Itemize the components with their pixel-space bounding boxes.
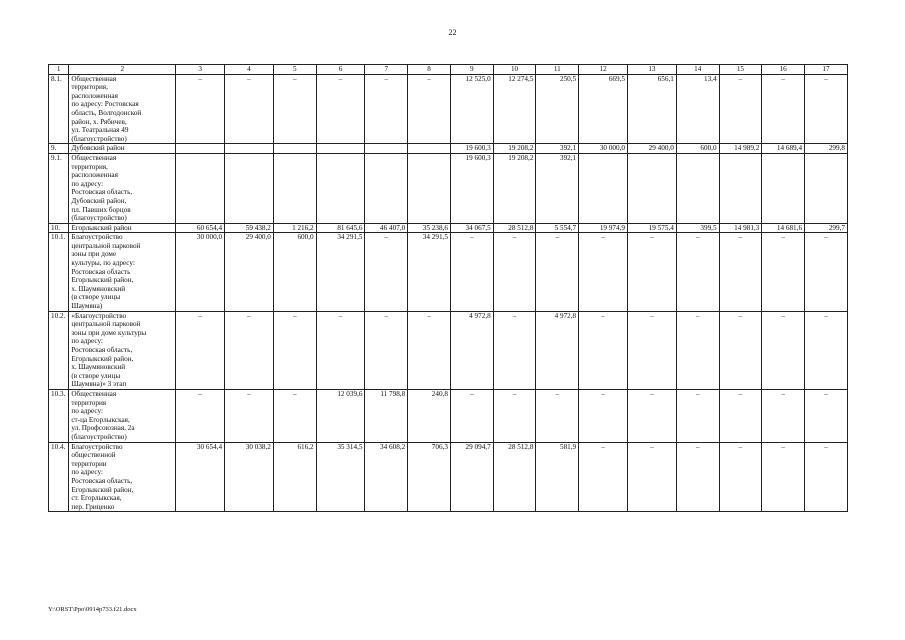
- value-cell: –: [762, 442, 805, 512]
- value-cell: –: [579, 311, 628, 389]
- value-cell: –: [408, 74, 451, 144]
- value-cell: [627, 153, 676, 223]
- value-cell: 600,0: [676, 144, 719, 154]
- column-number: 17: [805, 65, 848, 75]
- value-cell: –: [719, 389, 762, 442]
- value-cell: –: [408, 311, 451, 389]
- value-cell: 14 689,4: [762, 144, 805, 154]
- row-number: 10.4.: [49, 442, 69, 512]
- value-cell: –: [316, 311, 365, 389]
- value-cell: –: [176, 311, 225, 389]
- column-number: 14: [676, 65, 719, 75]
- value-cell: 5 554,7: [536, 223, 579, 233]
- value-cell: –: [450, 233, 493, 311]
- table-row: [49, 74, 848, 144]
- value-cell: –: [805, 311, 848, 389]
- row-number: 10.3.: [49, 389, 69, 442]
- value-cell: 12 274,5: [493, 74, 536, 144]
- value-cell: –: [805, 442, 848, 512]
- value-cell: –: [627, 442, 676, 512]
- value-cell: [365, 144, 408, 154]
- page-number: 22: [448, 28, 457, 37]
- value-cell: 14 681,6: [762, 223, 805, 233]
- value-cell: [408, 144, 451, 154]
- value-cell: 19 974,9: [579, 223, 628, 233]
- column-number: 3: [176, 65, 225, 75]
- row-number: 10.2.: [49, 311, 69, 389]
- value-cell: 392,1: [536, 144, 579, 154]
- value-cell: –: [719, 74, 762, 144]
- value-cell: –: [365, 74, 408, 144]
- value-cell: –: [225, 389, 274, 442]
- column-number: 5: [273, 65, 316, 75]
- value-cell: –: [536, 233, 579, 311]
- value-cell: –: [365, 311, 408, 389]
- value-cell: –: [719, 311, 762, 389]
- value-cell: 35 314,5: [316, 442, 365, 512]
- value-cell: [762, 153, 805, 223]
- table-row: [49, 233, 848, 311]
- value-cell: 14 989,2: [719, 144, 762, 154]
- value-cell: –: [316, 74, 365, 144]
- value-cell: 34 067,5: [450, 223, 493, 233]
- value-cell: 34 291,5: [408, 233, 451, 311]
- column-number: 1: [49, 65, 69, 75]
- value-cell: 34 291,5: [316, 233, 365, 311]
- value-cell: 19 600,3: [450, 153, 493, 223]
- budget-table: [48, 64, 848, 512]
- value-cell: 616,2: [273, 442, 316, 512]
- column-number: 9: [450, 65, 493, 75]
- column-number: 16: [762, 65, 805, 75]
- column-number: 2: [69, 65, 176, 75]
- column-number: 15: [719, 65, 762, 75]
- file-path-footer: Y:\ORST\Ppo\0914p733.f21.docx: [48, 606, 137, 613]
- value-cell: –: [493, 389, 536, 442]
- value-cell: –: [273, 74, 316, 144]
- value-cell: 13,4: [676, 74, 719, 144]
- column-number: 4: [225, 65, 274, 75]
- column-number: 7: [365, 65, 408, 75]
- value-cell: 30 000,0: [176, 233, 225, 311]
- value-cell: –: [579, 233, 628, 311]
- value-cell: 706,3: [408, 442, 451, 512]
- value-cell: 19 208,2: [493, 144, 536, 154]
- value-cell: [316, 144, 365, 154]
- value-cell: [225, 144, 274, 154]
- column-number: 8: [408, 65, 451, 75]
- value-cell: [176, 153, 225, 223]
- value-cell: 30 654,4: [176, 442, 225, 512]
- value-cell: –: [762, 233, 805, 311]
- value-cell: 399,5: [676, 223, 719, 233]
- value-cell: 669,5: [579, 74, 628, 144]
- value-cell: [273, 144, 316, 154]
- value-cell: [719, 153, 762, 223]
- row-name: Благоустройство общественной территории по адресу: Ростовская область, Егорлыкский район, ст. Егорлыкская, пер. Гриценко: [69, 442, 176, 512]
- value-cell: 28 512,8: [493, 442, 536, 512]
- value-cell: [316, 153, 365, 223]
- value-cell: –: [627, 233, 676, 311]
- value-cell: 299,8: [805, 144, 848, 154]
- value-cell: –: [225, 74, 274, 144]
- value-cell: 34 608,2: [365, 442, 408, 512]
- value-cell: 4 972,8: [450, 311, 493, 389]
- column-number-row: [49, 65, 848, 75]
- row-name: Общественная территория, расположенная по адресу: Ростовская область, Волгодонской район, х. Рябичев, ул. Театральная 49 (благоустройство): [69, 74, 176, 144]
- value-cell: 29 094,7: [450, 442, 493, 512]
- table-row: [49, 144, 848, 154]
- value-cell: 46 407,0: [365, 223, 408, 233]
- value-cell: –: [493, 311, 536, 389]
- row-number: 10.1.: [49, 233, 69, 311]
- value-cell: 30 000,0: [579, 144, 628, 154]
- value-cell: –: [762, 74, 805, 144]
- table-row: [49, 389, 848, 442]
- value-cell: 19 208,2: [493, 153, 536, 223]
- value-cell: –: [273, 389, 316, 442]
- value-cell: [579, 153, 628, 223]
- column-number: 6: [316, 65, 365, 75]
- value-cell: –: [676, 389, 719, 442]
- value-cell: 19 575,4: [627, 223, 676, 233]
- value-cell: 4 972,8: [536, 311, 579, 389]
- table-row: [49, 442, 848, 512]
- row-name: Дубовский район: [69, 144, 176, 154]
- value-cell: [805, 153, 848, 223]
- value-cell: [225, 153, 274, 223]
- value-cell: 12 039,6: [316, 389, 365, 442]
- value-cell: –: [762, 311, 805, 389]
- value-cell: 29 400,0: [225, 233, 274, 311]
- value-cell: –: [579, 389, 628, 442]
- column-number: 11: [536, 65, 579, 75]
- value-cell: –: [273, 311, 316, 389]
- value-cell: [676, 153, 719, 223]
- value-cell: –: [719, 442, 762, 512]
- row-name: Благоустройство центральной парковой зоны при доме культуры, по адресу: Ростовская область Егорлыкский район, х. Шаумяновский (в створе улицы Шаумяна): [69, 233, 176, 311]
- row-number: 10.: [49, 223, 69, 233]
- row-number: 8.1.: [49, 74, 69, 144]
- value-cell: –: [719, 233, 762, 311]
- value-cell: –: [676, 442, 719, 512]
- row-name: Общественная территория по адресу: ст-ца Егорлыкская, ул. Профсоюзная, 2а (благоустройство): [69, 389, 176, 442]
- row-name: Егорлыкский район: [69, 223, 176, 233]
- table-row: [49, 153, 848, 223]
- value-cell: –: [225, 311, 274, 389]
- row-name: «Благоустройство центральной парковой зоны при доме культуры по адресу: Ростовская область, Егорлыкский район, х. Шаумяновский (в створе улицы Шаумяна)» 3 этап: [69, 311, 176, 389]
- value-cell: 14 981,3: [719, 223, 762, 233]
- value-cell: –: [536, 389, 579, 442]
- value-cell: [408, 153, 451, 223]
- value-cell: 35 238,6: [408, 223, 451, 233]
- value-cell: 581,9: [536, 442, 579, 512]
- value-cell: –: [627, 389, 676, 442]
- value-cell: 392,1: [536, 153, 579, 223]
- column-number: 13: [627, 65, 676, 75]
- value-cell: –: [450, 389, 493, 442]
- row-number: 9.1.: [49, 153, 69, 223]
- value-cell: 12 525,0: [450, 74, 493, 144]
- value-cell: 250,5: [536, 74, 579, 144]
- value-cell: 29 400,0: [627, 144, 676, 154]
- value-cell: [176, 144, 225, 154]
- value-cell: –: [176, 74, 225, 144]
- value-cell: 240,8: [408, 389, 451, 442]
- value-cell: –: [676, 311, 719, 389]
- value-cell: –: [579, 442, 628, 512]
- value-cell: 30 038,2: [225, 442, 274, 512]
- value-cell: –: [493, 233, 536, 311]
- value-cell: 59 438,2: [225, 223, 274, 233]
- value-cell: 11 798,8: [365, 389, 408, 442]
- value-cell: 600,0: [273, 233, 316, 311]
- value-cell: –: [365, 233, 408, 311]
- value-cell: 19 600,3: [450, 144, 493, 154]
- value-cell: –: [805, 233, 848, 311]
- value-cell: 81 645,6: [316, 223, 365, 233]
- table-row: [49, 223, 848, 233]
- value-cell: 1 216,2: [273, 223, 316, 233]
- row-name: Общественная территория, расположенная по адресу: Ростовская область, Дубовский район, пл. Павших борцов (благоустройство): [69, 153, 176, 223]
- value-cell: 656,1: [627, 74, 676, 144]
- column-number: 10: [493, 65, 536, 75]
- value-cell: –: [176, 389, 225, 442]
- value-cell: –: [805, 389, 848, 442]
- value-cell: [365, 153, 408, 223]
- value-cell: [273, 153, 316, 223]
- column-number: 12: [579, 65, 628, 75]
- value-cell: –: [676, 233, 719, 311]
- value-cell: 60 654,4: [176, 223, 225, 233]
- value-cell: –: [805, 74, 848, 144]
- value-cell: –: [627, 311, 676, 389]
- value-cell: 299,7: [805, 223, 848, 233]
- value-cell: 28 512,8: [493, 223, 536, 233]
- value-cell: –: [762, 389, 805, 442]
- row-number: 9.: [49, 144, 69, 154]
- table-row: [49, 311, 848, 389]
